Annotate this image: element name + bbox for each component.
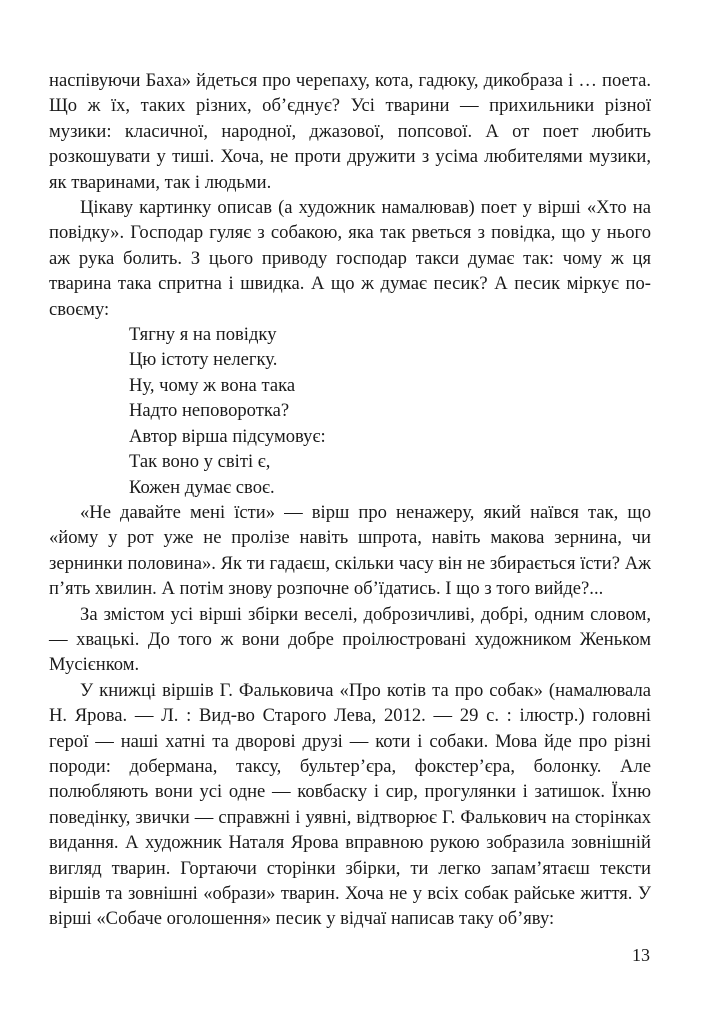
paragraph-dont-feed-me: «Не давайте мені їсти» — вірш про ненажеру, який наївся так, що «йому у рот уже не пролізе навіть шпрота, навіть макова зернина, чи зернинки половина». Як ти гадаєш, скільки часу він не збирається їсти? Аж п’ять хвилин. А потім знову розпочне об’їдатись. І що з того вийде?... bbox=[49, 501, 651, 600]
poem-line: Надто неповоротка? bbox=[129, 400, 290, 422]
poem-quote bbox=[49, 322, 651, 500]
poem-line: Тягну я на повідку bbox=[129, 324, 277, 346]
paragraph-collection-summary: За змістом усі вірші збірки веселі, доброзичливі, добрі, одним словом, — хвацькі. До того ж вони добре проілюстровані художником Женьком Мусієнком. bbox=[49, 603, 651, 676]
poem-author-note: Автор вірша підсумовує: bbox=[129, 425, 326, 447]
poem-line: Ну, чому ж вона така bbox=[129, 374, 296, 396]
poem-line: Так воно у світі є, bbox=[129, 451, 271, 473]
paragraph-continuation: наспівуючи Баха» йдеться про черепаху, кота, гадюку, дикобраза і … поета. Що ж їх, таких різних, об’єднує? Усі тварини — прихильники різної музики: класичної, народної, джазової, попсової. А от поет любить розкошувати у тиші. Хоча, не проти дружити з усіма любителями музики, як тваринами, так і людьми. bbox=[49, 70, 651, 193]
paragraph-cats-and-dogs: У книжці віршів Г. Фальковича «Про котів та про собак» (намалювала Н. Ярова. — Л. : Вид-во Старого Лева, 2012. — 29 с. : ілюстр.) головні герої — наші хатні та дворові друзі — коти і собаки. Мова йде про різні породи: добермана, таксу, бультер’єра, фокстер’єра, болонку. Але полюбляють вони усі одне — ковбаску і сир, прогулянки і затишок. Їхню поведінку, звички — справжні і уявні, відтворює Г. Фалькович на сторінках видання. А художник Наталя Ярова вправною рукою зобразила зовнішній вигляд тварин. Гортаючи сторінки збірки, ти легко запам’ятаєш тексти віршів та зовнішні «образи» тварин. Хоча не у всіх собак райське життя. У вірші «Собаче оголошення» песик у відчаї написав таку об’яву: bbox=[49, 679, 651, 930]
paragraph-who-on-leash: Цікаву картинку описав (а художник намалював) поет у вірші «Хто на повідку». Господар гуляє з собакою, яка так рветься з повідка, що у нього аж рука болить. З цього приводу господар такси думає так: чому ж ця тварина така спритна і швидка. А що ж думає песик? А песик міркує по-своєму: bbox=[49, 197, 651, 320]
poem-line: Кожен думає своє. bbox=[129, 476, 275, 498]
poem-line: Цю істоту нелегку. bbox=[129, 349, 278, 371]
page-body bbox=[49, 68, 651, 932]
page-number: 13 bbox=[632, 945, 650, 965]
